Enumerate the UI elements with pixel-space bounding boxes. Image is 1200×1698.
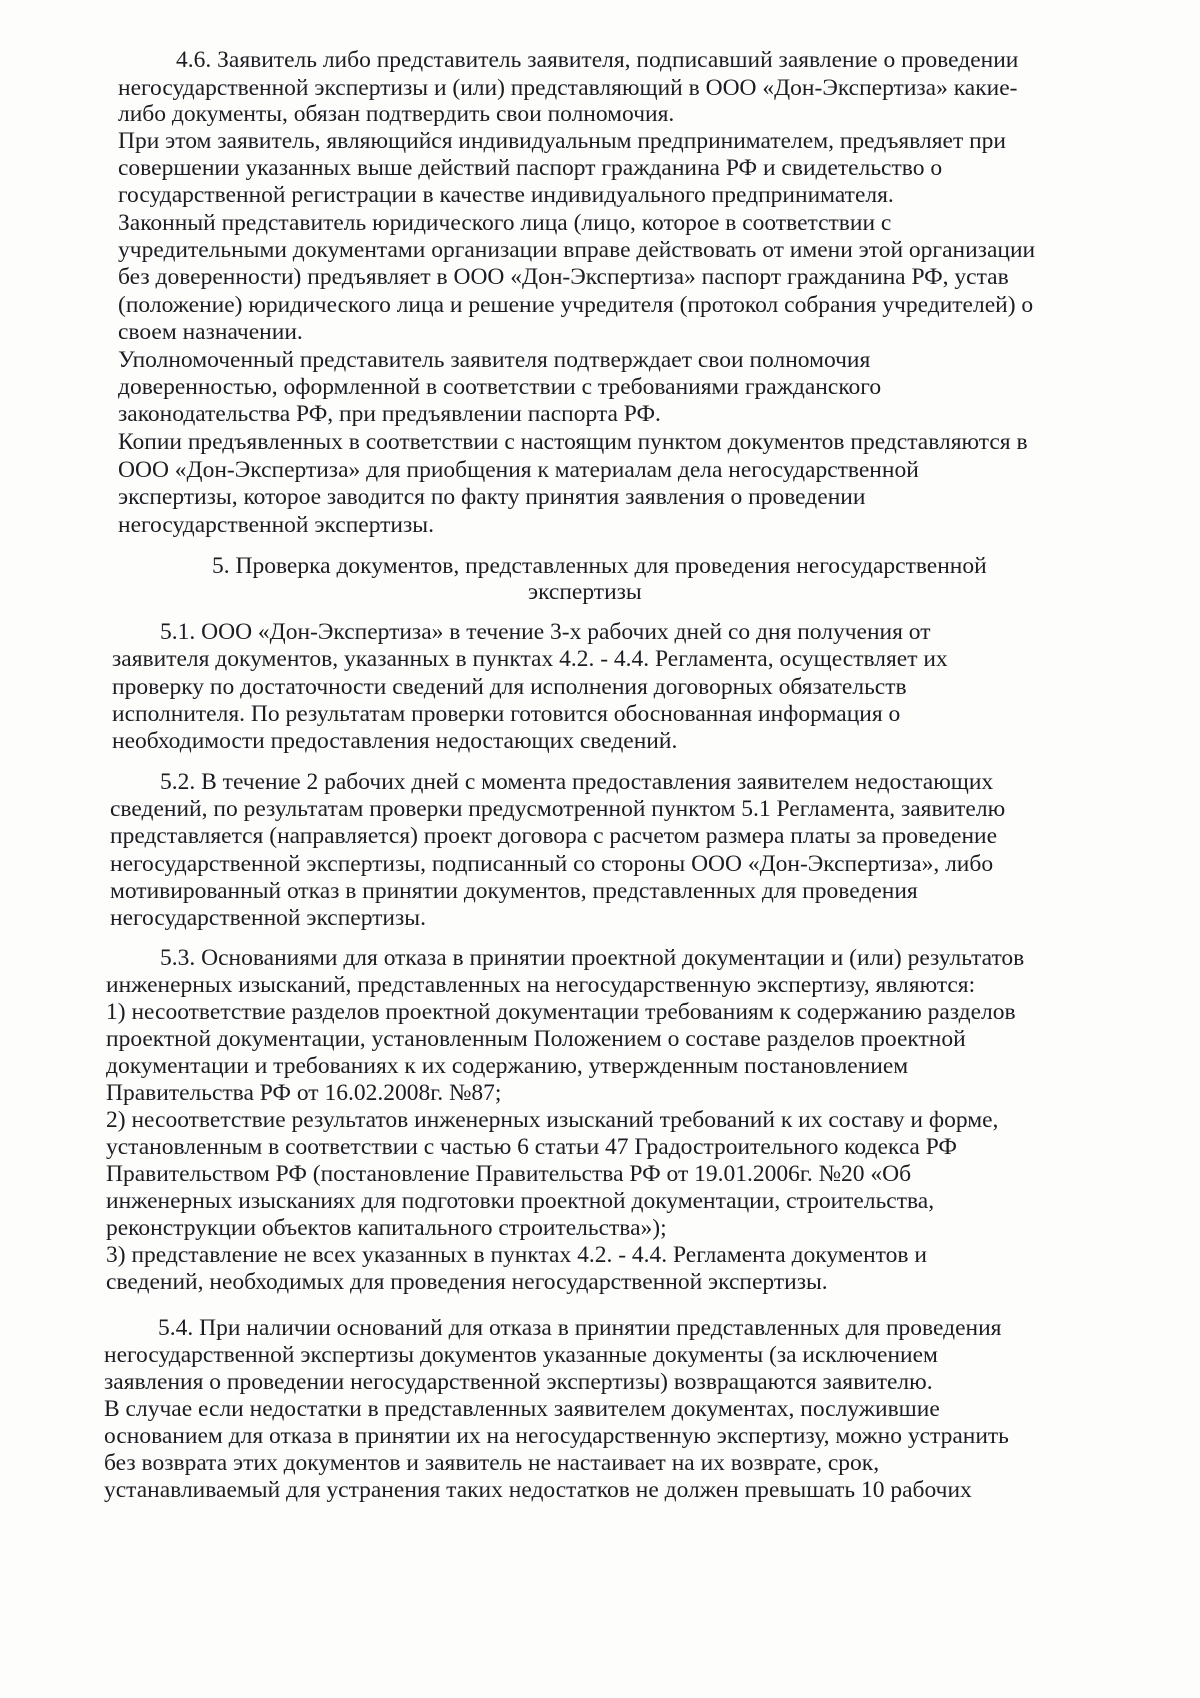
text-line: без доверенности) предъявляет в ООО «Дон-Экспертиза» паспорт гражданина РФ, устав xyxy=(118,264,1009,290)
text-line: экспертизы, которое заводится по факту принятия заявления о проведении xyxy=(118,484,866,510)
text-line: инженерных изысканиях для подготовки проектной документации, строительства, xyxy=(106,1188,935,1214)
text-line: учредительными документами организации вправе действовать от имени этой организации xyxy=(118,237,1036,263)
text-line: Законный представитель юридического лица (лицо, которое в соответствии с xyxy=(118,210,892,236)
text-line: негосударственной экспертизы, подписанный со стороны ООО «Дон-Экспертиза», либо xyxy=(110,851,994,877)
text-line: инженерных изысканий, представленных на негосударственную экспертизу, являются: xyxy=(106,972,976,998)
text-line: либо документы, обязан подтвердить свои полномочия. xyxy=(118,101,675,127)
text-line: доверенностью, оформленной в соответствии с требованиями гражданского xyxy=(118,374,882,400)
text-line: реконструкции объектов капитального строительства»); xyxy=(106,1215,667,1241)
text-line: В случае если недостатки в представленных заявителем документах, послужившие xyxy=(104,1396,940,1422)
text-line: проектной документации, установленным Положением о составе разделов проектной xyxy=(106,1026,966,1052)
text-line: негосударственной экспертизы. xyxy=(118,512,434,538)
text-line: негосударственной экспертизы. xyxy=(110,905,426,931)
text-line: (положение) юридического лица и решение учредителя (протокол собрания учредителей) о xyxy=(118,292,1034,318)
text-line: негосударственной экспертизы документов указанные документы (за исключением xyxy=(104,1342,938,1368)
text-line: сведений, необходимых для проведения негосударственной экспертизы. xyxy=(106,1269,828,1295)
text-line: 3) представление не всех указанных в пунктах 4.2. - 4.4. Регламента документов и xyxy=(106,1242,927,1268)
text-line: 4.6. Заявитель либо представитель заявителя, подписавший заявление о проведении xyxy=(176,47,1019,73)
text-line: 5.4. При наличии оснований для отказа в принятии представленных для проведения xyxy=(158,1315,1002,1341)
text-line: без возврата этих документов и заявитель не настаивает на их возврате, срок, xyxy=(104,1450,880,1476)
text-line: 5.1. ООО «Дон-Экспертиза» в течение 3-х рабочих дней со дня получения от xyxy=(160,619,931,645)
text-line: основанием для отказа в принятии их на негосударственную экспертизу, можно устранить xyxy=(104,1423,1009,1449)
text-line: государственной регистрации в качестве индивидуального предпринимателя. xyxy=(118,182,894,208)
text-line: своем назначении. xyxy=(118,319,303,345)
text-line: представляется (направляется) проект договора с расчетом размера платы за проведение xyxy=(110,823,998,849)
text-line: заявления о проведении негосударственной экспертизы) возвращаются заявителю. xyxy=(104,1369,933,1395)
text-line: негосударственной экспертизы и (или) представляющий в ООО «Дон-Экспертиза» какие- xyxy=(118,75,1018,101)
text-line: мотивированный отказ в принятии документов, представленных для проведения xyxy=(110,878,918,904)
text-line: законодательства РФ, при предъявлении паспорта РФ. xyxy=(118,401,661,427)
text-line: заявителя документов, указанных в пунктах 4.2. - 4.4. Регламента, осуществляет их xyxy=(112,646,948,672)
text-line: Правительства РФ от 16.02.2008г. №87; xyxy=(106,1080,502,1106)
text-line: совершении указанных выше действий паспорт гражданина РФ и свидетельство о xyxy=(118,155,943,181)
text-line: 2) несоответствие результатов инженерных изысканий требований к их составу и форме, xyxy=(106,1107,999,1133)
text-line: При этом заявитель, являющийся индивидуальным предпринимателем, предъявляет при xyxy=(118,128,1006,154)
text-line: ООО «Дон-Экспертиза» для приобщения к материалам дела негосударственной xyxy=(118,457,919,483)
text-line: сведений, по результатам проверки предусмотренной пунктом 5.1 Регламента, заявителю xyxy=(110,796,1006,822)
text-line: документации и требованиях к их содержанию, утвержденным постановлением xyxy=(106,1053,909,1079)
text-line: 5.3. Основаниями для отказа в принятии проектной документации и (или) результатов xyxy=(160,945,1025,971)
text-line: устанавливаемый для устранения таких недостатков не должен превышать 10 рабочих xyxy=(104,1477,972,1503)
text-line: Уполномоченный представитель заявителя подтверждает свои полномочия xyxy=(118,347,871,373)
text-line: 5.2. В течение 2 рабочих дней с момента предоставления заявителем недостающих xyxy=(160,769,994,795)
section-heading-line: 5. Проверка документов, представленных для проведения негосударственной xyxy=(212,553,987,579)
text-line: Правительством РФ (постановление Правительства РФ от 19.01.2006г. №20 «Об xyxy=(106,1161,912,1187)
text-line: проверку по достаточности сведений для исполнения договорных обязательств xyxy=(112,674,907,700)
text-line: установленным в соответствии с частью 6 статьи 47 Градостроительного кодекса РФ xyxy=(106,1134,957,1160)
text-line: необходимости предоставления недостающих сведений. xyxy=(112,728,678,754)
text-line: Копии предъявленных в соответствии с настоящим пунктом документов представляются в xyxy=(118,429,1028,455)
section-heading-line: экспертизы xyxy=(528,579,642,605)
text-line: 1) несоответствие разделов проектной документации требованиям к содержанию разделов xyxy=(106,999,1016,1025)
text-line: исполнителя. По результатам проверки готовится обоснованная информация о xyxy=(112,701,901,727)
